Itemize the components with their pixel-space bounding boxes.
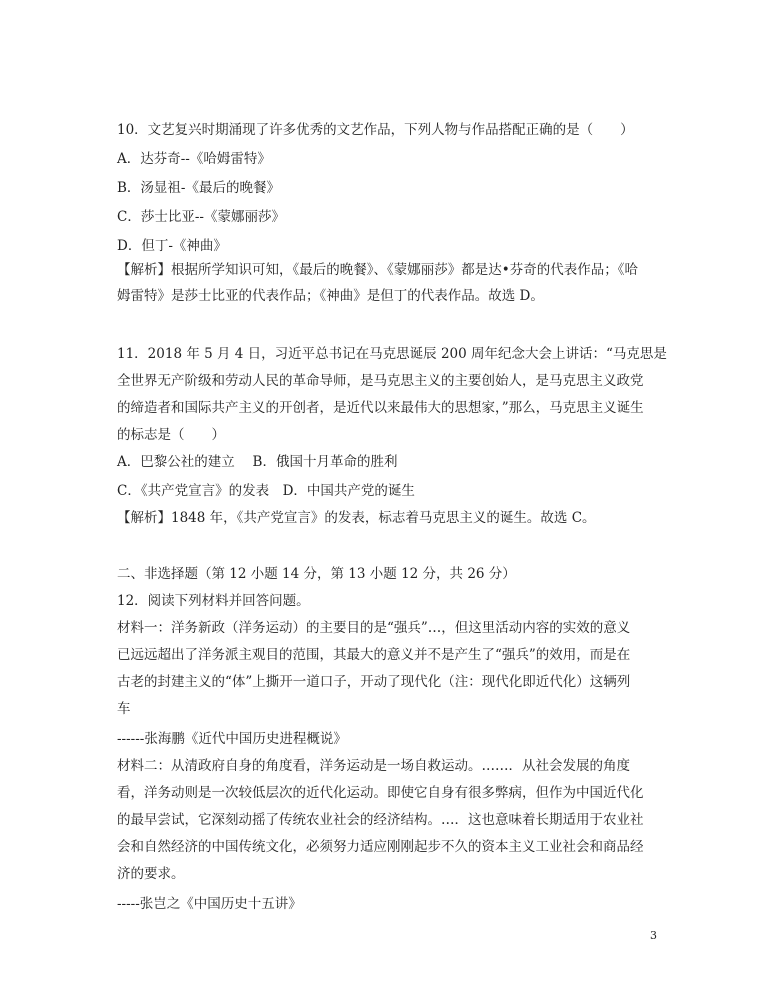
q10-option-d: D．但丁-《神曲》 xyxy=(117,238,227,254)
q10-stem: 10．文艺复兴时期涌现了许多优秀的文艺作品，下列人物与作品搭配正确的是（ ） xyxy=(117,122,634,138)
material2-line-2: 看，洋务动则是一次较低层次的近代化运动。即使它自身有很多弊病，但作为中国近代化 xyxy=(117,785,644,801)
material1-line-3: 古老的封建主义的“体”上撕开一道口子，开动了现代化（注：现代化即近代化）这辆列 xyxy=(117,674,631,690)
material1-source: ------张海鹏《近代中国历史进程概说》 xyxy=(117,731,347,747)
material1-line-1: 材料一：洋务新政（洋务运动）的主要目的是“强兵”…，但这里活动内容的实效的意义 xyxy=(117,620,631,636)
material2-source: -----张岂之《中国历史十五讲》 xyxy=(117,896,302,912)
material2-line-5: 济的要求。 xyxy=(117,866,185,882)
material2-line-4: 会和自然经济的中国传统文化，必须努力适应刚刚起步不久的资本主义工业社会和商品经 xyxy=(117,839,644,855)
q11-options-line-1: A．巴黎公社的建立 B．俄国十月革命的胜利 xyxy=(117,454,398,470)
q11-stem-line-4: 的标志是（ ） xyxy=(117,427,225,443)
material1-line-2: 已远远超出了洋务派主观目的范围，其最大的意义并不是产生了“强兵”的效用，而是在 xyxy=(117,647,631,663)
q11-stem-line-1: 11．2018 年 5 月 4 日，习近平总书记在马克思诞辰 200 周年纪念大会上讲话：“马克思是 xyxy=(117,346,667,362)
material2-line-1: 材料二：从清政府自身的角度看，洋务运动是一场自救运动。……．从社会发展的角度 xyxy=(117,758,630,774)
q11-stem-line-3: 的缔造者和国际共产主义的开创者，是近代以来最伟大的思想家，”那么，马克思主义诞生 xyxy=(117,400,644,416)
q10-analysis-line-2: 姆雷特》是莎士比亚的代表作品；《神曲》是但丁的代表作品。故选 D。 xyxy=(117,288,544,304)
q11-analysis: 【解析】1848 年，《共产党宣言》的发表，标志着马克思主义的诞生。故选 C。 xyxy=(117,510,596,526)
q10-option-a: A．达芬奇--《哈姆雷特》 xyxy=(117,151,271,167)
q10-option-c: C．莎士比亚--《蒙娜丽莎》 xyxy=(117,209,285,225)
q12-intro: 12．阅读下列材料并回答问题。 xyxy=(117,593,310,609)
q10-option-b: B．汤显祖-《最后的晚餐》 xyxy=(117,180,280,196)
section2-heading: 二、非选择题（第 12 小题 14 分，第 13 小题 12 分，共 26 分） xyxy=(117,566,516,582)
q10-analysis-line-1: 【解析】根据所学知识可知，《最后的晚餐》、《蒙娜丽莎》都是达•芬奇的代表作品；《哈 xyxy=(117,262,638,278)
material1-line-4: 车 xyxy=(117,701,131,717)
q11-options-line-2: C．《共产党宣言》的发表 D．中国共产党的诞生 xyxy=(117,483,415,499)
material2-line-3: 的最早尝试，它深刻动摇了传统农业社会的经济结构。…．这也意味着长期适用于农业社 xyxy=(117,812,644,828)
q11-stem-line-2: 全世界无产阶级和劳动人民的革命导师，是马克思主义的主要创始人，是马克思主义政党 xyxy=(117,373,644,389)
page-number: 3 xyxy=(650,929,657,942)
